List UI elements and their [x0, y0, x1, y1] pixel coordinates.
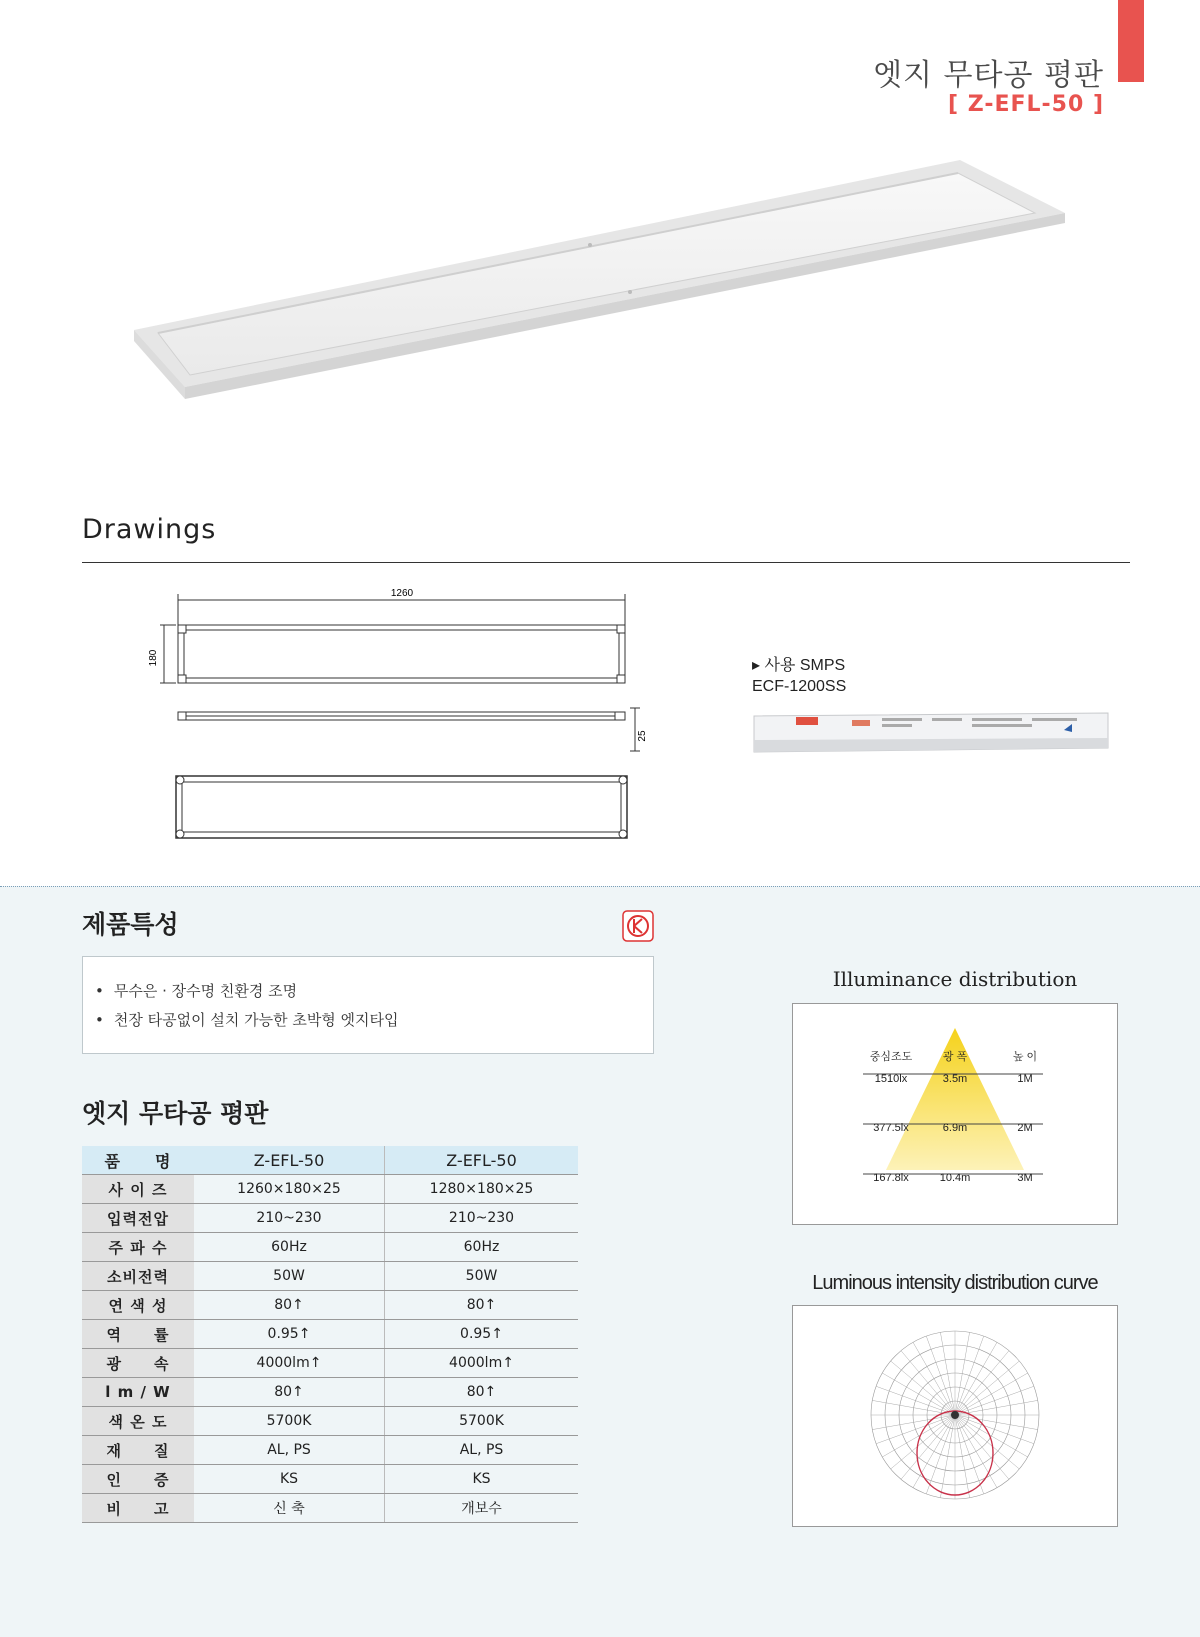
spec-value-2: 개보수 [385, 1494, 579, 1523]
spec-value-1: 1260×180×25 [194, 1175, 385, 1204]
spec-label: 비 고 [82, 1494, 194, 1523]
smps-image [752, 708, 1112, 758]
spec-value-1: 210~230 [194, 1204, 385, 1233]
spec-value-1: 80↑ [194, 1291, 385, 1320]
spec-table [82, 1146, 578, 1523]
features-heading: 제품특성 [82, 910, 179, 939]
spec-value-2: 0.95↑ [385, 1320, 579, 1349]
spec-label: 연 색 성 [82, 1291, 194, 1320]
spec-value-2: 80↑ [385, 1378, 579, 1407]
col-height-label: 높 이 [1012, 1051, 1038, 1063]
spec-value-1: 4000lm↑ [194, 1349, 385, 1378]
table-row [82, 1262, 578, 1291]
spec-label: 광 속 [82, 1349, 194, 1378]
spec-value-2: AL, PS [385, 1436, 579, 1465]
table-row [82, 1378, 578, 1407]
spec-value-2: 4000lm↑ [385, 1349, 579, 1378]
illuminance-box [792, 1003, 1118, 1225]
spec-value-2: 1280×180×25 [385, 1175, 579, 1204]
spec-value-2: 60Hz [385, 1233, 579, 1262]
polar-diagram [793, 1306, 1117, 1526]
spec-label: 재 질 [82, 1436, 194, 1465]
smps-model: ECF-1200SS [752, 678, 847, 695]
spec-value-2: 80↑ [385, 1291, 579, 1320]
spec-label: 입력전압 [82, 1204, 194, 1233]
polar-center [951, 1411, 959, 1419]
table-row [82, 1175, 578, 1204]
col-width-label: 광 폭 [942, 1051, 968, 1063]
table-row [82, 1291, 578, 1320]
illuminance-title: Illuminance distribution [832, 967, 1078, 991]
table-row [82, 1349, 578, 1378]
spec-value-1: KS [194, 1465, 385, 1494]
spec-label: 인 증 [82, 1465, 194, 1494]
spec-value-2: 210~230 [385, 1204, 579, 1233]
smps-label [752, 655, 846, 697]
spec-value-2: KS [385, 1465, 579, 1494]
spec-label: 사 이 즈 [82, 1175, 194, 1204]
spec-label: 품 명 [82, 1146, 194, 1175]
drawings-heading: Drawings [82, 514, 217, 545]
height-value: 3M [1017, 1172, 1033, 1184]
feature-item: • 무수은 · 장수명 친환경 조명 [95, 977, 641, 1006]
model-code: [ Z-EFL-50 ] [948, 92, 1104, 117]
illuminance-diagram [793, 1004, 1117, 1224]
lux-value: 1510lx [874, 1073, 908, 1085]
spec-label: 색 온 도 [82, 1407, 194, 1436]
width-value: 6.9m [942, 1122, 968, 1134]
features-box [82, 956, 654, 1054]
spec-label: 주 파 수 [82, 1233, 194, 1262]
spec-value-1: 신 축 [194, 1494, 385, 1523]
spec-value-1: 0.95↑ [194, 1320, 385, 1349]
height-value: 1M [1017, 1073, 1033, 1085]
table-row [82, 1465, 578, 1494]
accent-bar [1118, 0, 1144, 82]
luminous-box [792, 1305, 1118, 1527]
table-row [82, 1494, 578, 1523]
spec-value-1: Z-EFL-50 [194, 1146, 385, 1175]
dim-height: 25 [637, 730, 648, 742]
table-row [82, 1146, 578, 1175]
spec-heading: 엣지 무타공 평판 [82, 1099, 269, 1128]
dim-length: 1260 [390, 588, 414, 599]
ks-cert-icon [622, 910, 654, 942]
spec-value-1: AL, PS [194, 1436, 385, 1465]
table-row [82, 1407, 578, 1436]
lux-value: 377.5lx [873, 1122, 909, 1134]
spec-value-1: 80↑ [194, 1378, 385, 1407]
spec-label: l m / W [82, 1378, 194, 1407]
lux-value: 167.8lx [873, 1172, 909, 1184]
col-center-label: 중심조도 [869, 1051, 913, 1063]
table-row [82, 1320, 578, 1349]
spec-value-2: 50W [385, 1262, 579, 1291]
height-value: 2M [1017, 1122, 1033, 1134]
spec-value-2: 5700K [385, 1407, 579, 1436]
product-image [130, 155, 1070, 415]
width-value: 10.4m [939, 1172, 971, 1184]
table-row [82, 1233, 578, 1262]
spec-label: 소비전력 [82, 1262, 194, 1291]
luminous-title: Luminous intensity distribution curve [812, 1272, 1098, 1294]
section-divider [82, 562, 1130, 563]
spec-value-1: 60Hz [194, 1233, 385, 1262]
width-value: 3.5m [942, 1073, 968, 1085]
spec-label: 역 률 [82, 1320, 194, 1349]
table-row [82, 1204, 578, 1233]
spec-value-1: 50W [194, 1262, 385, 1291]
table-row [82, 1436, 578, 1465]
smps-line1: ▸ 사용 SMPS [752, 657, 846, 674]
spec-value-1: 5700K [194, 1407, 385, 1436]
spec-value-2: Z-EFL-50 [385, 1146, 579, 1175]
feature-item: • 천장 타공없이 설치 가능한 초박형 엣지타입 [95, 1006, 641, 1035]
technical-drawing [140, 578, 660, 868]
dim-width: 180 [148, 649, 159, 667]
page-title: 엣지 무타공 평판 [873, 58, 1104, 93]
